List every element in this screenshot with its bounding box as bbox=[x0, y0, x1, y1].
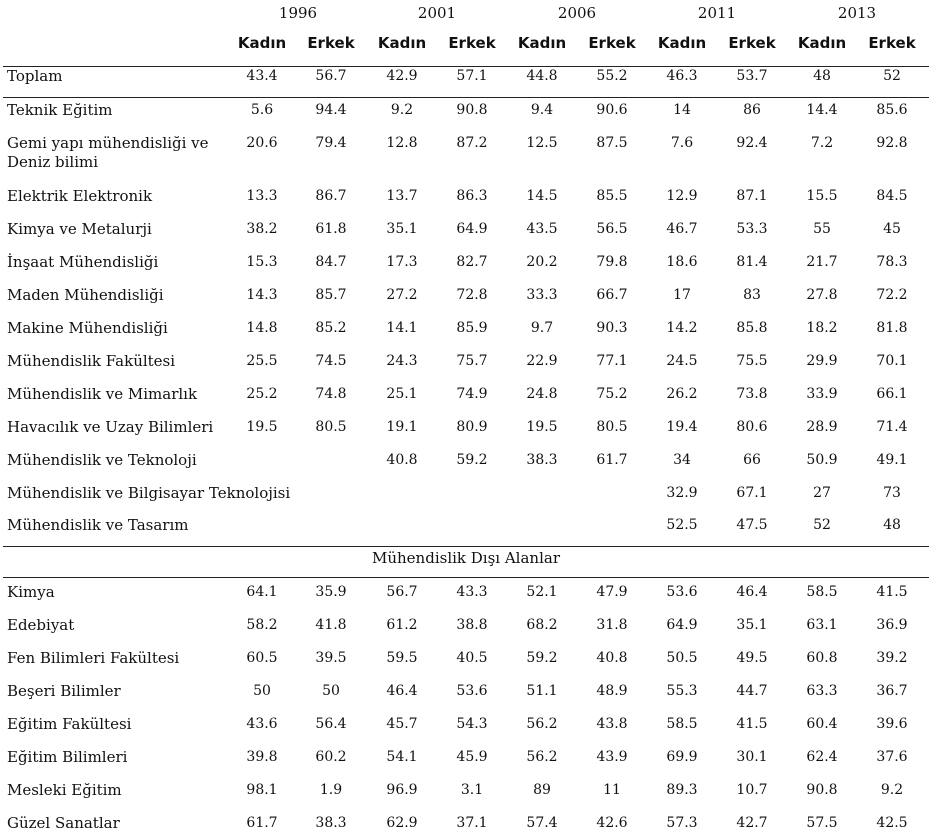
eng-row-11-male-2006: 61.7 bbox=[596, 452, 628, 468]
eng-row-12-male-2013: 73 bbox=[883, 485, 901, 501]
other-row-4-female-2001: 45.7 bbox=[386, 716, 418, 732]
other-row-5-male-1996: 60.2 bbox=[315, 749, 347, 765]
eng-row-5-label: İnşaat Mühendisliği bbox=[7, 253, 159, 271]
female-header-1996: Kadın bbox=[237, 34, 287, 52]
other-row-3-female-2001: 46.4 bbox=[386, 683, 418, 699]
eng-row-0-female-1996: 43.4 bbox=[246, 68, 278, 84]
other-row-5-female-1996: 39.8 bbox=[246, 749, 278, 765]
eng-row-2-male-2011: 92.4 bbox=[736, 135, 768, 151]
eng-row-1-female-2001: 9.2 bbox=[390, 102, 414, 118]
eng-row-0-label: Toplam bbox=[7, 67, 63, 85]
other-row-7-male-1996: 38.3 bbox=[315, 815, 347, 831]
other-row-5-male-2006: 43.9 bbox=[596, 749, 628, 765]
other-row-3-label: Beşeri Bilimler bbox=[7, 682, 121, 700]
male-header-2001: Erkek bbox=[448, 34, 496, 52]
eng-row-6-male-2013: 72.2 bbox=[876, 287, 908, 303]
other-row-2-male-2013: 39.2 bbox=[876, 650, 908, 666]
year-header-2006: 2006 bbox=[557, 4, 597, 22]
eng-row-7-male-2011: 85.8 bbox=[736, 320, 768, 336]
other-row-4-label: Eğitim Fakültesi bbox=[7, 715, 132, 733]
eng-row-10-female-2011: 19.4 bbox=[666, 419, 698, 435]
eng-row-6-female-2013: 27.8 bbox=[806, 287, 838, 303]
eng-row-5-female-2013: 21.7 bbox=[806, 254, 838, 270]
eng-row-3-female-2013: 15.5 bbox=[806, 188, 838, 204]
other-row-6-label: Mesleki Eğitim bbox=[7, 781, 122, 799]
eng-row-3-male-2011: 87.1 bbox=[736, 188, 768, 204]
other-row-5-male-2011: 30.1 bbox=[736, 749, 768, 765]
eng-row-3-male-1996: 86.7 bbox=[315, 188, 347, 204]
eng-row-6-male-2001: 72.8 bbox=[456, 287, 488, 303]
other-row-4-male-1996: 56.4 bbox=[315, 716, 347, 732]
other-row-7-male-2006: 42.6 bbox=[596, 815, 628, 831]
eng-row-7-female-2006: 9.7 bbox=[530, 320, 554, 336]
other-row-3-female-2006: 51.1 bbox=[526, 683, 558, 699]
other-row-5-male-2001: 45.9 bbox=[456, 749, 488, 765]
eng-row-1-label: Teknik Eğitim bbox=[7, 101, 113, 119]
other-row-7-female-1996: 61.7 bbox=[246, 815, 278, 831]
eng-row-9-male-2013: 66.1 bbox=[876, 386, 908, 402]
eng-row-2-male-2006: 87.5 bbox=[596, 135, 628, 151]
other-row-4-male-2006: 43.8 bbox=[596, 716, 628, 732]
other-row-5-male-2013: 37.6 bbox=[876, 749, 908, 765]
year-header-1996: 1996 bbox=[278, 4, 318, 22]
eng-row-11-male-2001: 59.2 bbox=[456, 452, 488, 468]
eng-row-3-female-2011: 12.9 bbox=[666, 188, 698, 204]
other-row-0-male-2013: 41.5 bbox=[876, 584, 908, 600]
eng-row-7-male-2001: 85.9 bbox=[456, 320, 488, 336]
other-row-7-female-2001: 62.9 bbox=[386, 815, 418, 831]
female-header-2006: Kadın bbox=[517, 34, 567, 52]
male-header-2013: Erkek bbox=[868, 34, 916, 52]
eng-row-1-female-2006: 9.4 bbox=[530, 102, 554, 118]
other-row-0-male-1996: 35.9 bbox=[315, 584, 347, 600]
other-row-1-female-2001: 61.2 bbox=[386, 617, 418, 633]
eng-row-10-label: Havacılık ve Uzay Bilimleri bbox=[7, 418, 214, 436]
eng-row-1-female-2011: 14 bbox=[673, 102, 691, 118]
eng-row-0-male-2006: 55.2 bbox=[596, 68, 628, 84]
eng-row-1-male-2011: 86 bbox=[743, 102, 761, 118]
other-row-4-male-2013: 39.6 bbox=[876, 716, 908, 732]
other-row-2-female-2006: 59.2 bbox=[526, 650, 558, 666]
eng-row-9-female-2006: 24.8 bbox=[526, 386, 558, 402]
other-row-5-female-2001: 54.1 bbox=[386, 749, 418, 765]
eng-row-8-male-2013: 70.1 bbox=[876, 353, 908, 369]
other-row-3-female-2013: 63.3 bbox=[806, 683, 838, 699]
other-row-0-female-2013: 58.5 bbox=[806, 584, 838, 600]
eng-row-5-male-2013: 78.3 bbox=[876, 254, 908, 270]
other-row-0-male-2011: 46.4 bbox=[736, 584, 768, 600]
eng-row-10-male-2011: 80.6 bbox=[736, 419, 768, 435]
eng-row-3-male-2013: 84.5 bbox=[876, 188, 908, 204]
other-row-6-female-2001: 96.9 bbox=[386, 782, 418, 798]
other-row-6-female-2013: 90.8 bbox=[806, 782, 838, 798]
year-header-2001: 2001 bbox=[417, 4, 457, 22]
eng-row-11-female-2006: 38.3 bbox=[526, 452, 558, 468]
other-row-7-label: Güzel Sanatlar bbox=[7, 814, 120, 832]
eng-row-10-male-2013: 71.4 bbox=[876, 419, 908, 435]
eng-row-4-female-2001: 35.1 bbox=[386, 221, 418, 237]
eng-row-4-female-1996: 38.2 bbox=[246, 221, 278, 237]
other-row-6-female-1996: 98.1 bbox=[246, 782, 278, 798]
eng-row-7-female-2013: 18.2 bbox=[806, 320, 838, 336]
eng-row-12-female-2011: 32.9 bbox=[666, 485, 698, 501]
other-row-7-male-2013: 42.5 bbox=[876, 815, 908, 831]
eng-row-6-label: Maden Mühendisliği bbox=[7, 286, 164, 304]
other-row-1-male-2013: 36.9 bbox=[876, 617, 908, 633]
eng-row-8-female-2011: 24.5 bbox=[666, 353, 698, 369]
eng-row-3-male-2001: 86.3 bbox=[456, 188, 488, 204]
eng-row-7-male-2006: 90.3 bbox=[596, 320, 628, 336]
other-row-6-male-2001: 3.1 bbox=[460, 782, 484, 798]
other-row-0-male-2006: 47.9 bbox=[596, 584, 628, 600]
eng-row-12-label: Mühendislik ve Bilgisayar Teknolojisi bbox=[7, 484, 291, 502]
eng-row-8-female-2001: 24.3 bbox=[386, 353, 418, 369]
eng-row-13-female-2011: 52.5 bbox=[666, 517, 698, 533]
eng-row-4-male-2006: 56.5 bbox=[596, 221, 628, 237]
other-row-6-female-2011: 89.3 bbox=[666, 782, 698, 798]
eng-row-11-label: Mühendislik ve Teknoloji bbox=[7, 451, 197, 469]
eng-row-2-male-2013: 92.8 bbox=[876, 135, 908, 151]
eng-row-4-male-2013: 45 bbox=[883, 221, 901, 237]
other-row-7-female-2011: 57.3 bbox=[666, 815, 698, 831]
eng-row-3-female-2006: 14.5 bbox=[526, 188, 558, 204]
eng-row-8-male-2006: 77.1 bbox=[596, 353, 628, 369]
other-row-0-female-2011: 53.6 bbox=[666, 584, 698, 600]
eng-row-4-label: Kimya ve Metalurji bbox=[7, 220, 152, 238]
eng-row-8-male-1996: 74.5 bbox=[315, 353, 347, 369]
other-row-6-male-2011: 10.7 bbox=[736, 782, 768, 798]
other-row-0-female-2001: 56.7 bbox=[386, 584, 418, 600]
other-row-2-male-1996: 39.5 bbox=[315, 650, 347, 666]
male-header-1996: Erkek bbox=[307, 34, 355, 52]
other-row-1-female-2011: 64.9 bbox=[666, 617, 698, 633]
other-row-1-female-1996: 58.2 bbox=[246, 617, 278, 633]
eng-row-0-female-2011: 46.3 bbox=[666, 68, 698, 84]
eng-row-1-female-2013: 14.4 bbox=[806, 102, 838, 118]
eng-row-2-female-2001: 12.8 bbox=[386, 135, 418, 151]
other-row-2-female-2013: 60.8 bbox=[806, 650, 838, 666]
total-separator-rule bbox=[3, 97, 929, 98]
eng-row-10-male-2001: 80.9 bbox=[456, 419, 488, 435]
other-row-0-male-2001: 43.3 bbox=[456, 584, 488, 600]
eng-row-9-female-1996: 25.2 bbox=[246, 386, 278, 402]
section-bottom-rule bbox=[3, 577, 929, 578]
eng-row-6-female-2006: 33.3 bbox=[526, 287, 558, 303]
male-header-2006: Erkek bbox=[588, 34, 636, 52]
eng-row-3-female-1996: 13.3 bbox=[246, 188, 278, 204]
other-row-1-male-1996: 41.8 bbox=[315, 617, 347, 633]
other-row-6-male-2013: 9.2 bbox=[880, 782, 904, 798]
eng-row-11-female-2001: 40.8 bbox=[386, 452, 418, 468]
eng-row-13-female-2013: 52 bbox=[813, 517, 831, 533]
other-row-4-female-2006: 56.2 bbox=[526, 716, 558, 732]
eng-row-10-female-1996: 19.5 bbox=[246, 419, 278, 435]
eng-row-4-male-1996: 61.8 bbox=[315, 221, 347, 237]
eng-row-2-female-1996: 20.6 bbox=[246, 135, 278, 151]
eng-row-1-female-1996: 5.6 bbox=[250, 102, 274, 118]
other-row-7-male-2001: 37.1 bbox=[456, 815, 488, 831]
eng-row-13-label: Mühendislik ve Tasarım bbox=[7, 516, 189, 534]
male-header-2011: Erkek bbox=[728, 34, 776, 52]
eng-row-9-female-2013: 33.9 bbox=[806, 386, 838, 402]
eng-row-8-male-2011: 75.5 bbox=[736, 353, 768, 369]
eng-row-2-female-2011: 7.6 bbox=[670, 135, 694, 151]
eng-row-5-male-1996: 84.7 bbox=[315, 254, 347, 270]
eng-row-10-female-2001: 19.1 bbox=[386, 419, 418, 435]
eng-row-4-male-2001: 64.9 bbox=[456, 221, 488, 237]
other-row-1-male-2011: 35.1 bbox=[736, 617, 768, 633]
eng-row-1-male-1996: 94.4 bbox=[315, 102, 347, 118]
eng-row-5-male-2006: 79.8 bbox=[596, 254, 628, 270]
other-row-2-female-1996: 60.5 bbox=[246, 650, 278, 666]
eng-row-3-label: Elektrik Elektronik bbox=[7, 187, 153, 205]
other-row-6-female-2006: 89 bbox=[533, 782, 551, 798]
other-row-3-male-1996: 50 bbox=[322, 683, 340, 699]
section-title-non-engineering: Mühendislik Dışı Alanlar bbox=[372, 549, 560, 567]
other-row-3-male-2001: 53.6 bbox=[456, 683, 488, 699]
eng-row-9-male-1996: 74.8 bbox=[315, 386, 347, 402]
other-row-2-male-2001: 40.5 bbox=[456, 650, 488, 666]
other-row-2-male-2006: 40.8 bbox=[596, 650, 628, 666]
eng-row-8-female-1996: 25.5 bbox=[246, 353, 278, 369]
eng-row-5-female-1996: 15.3 bbox=[246, 254, 278, 270]
other-row-5-female-2006: 56.2 bbox=[526, 749, 558, 765]
other-row-5-female-2013: 62.4 bbox=[806, 749, 838, 765]
other-row-7-female-2006: 57.4 bbox=[526, 815, 558, 831]
eng-row-8-male-2001: 75.7 bbox=[456, 353, 488, 369]
eng-row-5-male-2011: 81.4 bbox=[736, 254, 768, 270]
other-row-2-female-2011: 50.5 bbox=[666, 650, 698, 666]
eng-row-7-male-2013: 81.8 bbox=[876, 320, 908, 336]
eng-row-9-female-2001: 25.1 bbox=[386, 386, 418, 402]
other-row-3-female-1996: 50 bbox=[253, 683, 271, 699]
other-row-0-female-1996: 64.1 bbox=[246, 584, 278, 600]
section-top-rule bbox=[3, 546, 929, 547]
eng-row-9-female-2011: 26.2 bbox=[666, 386, 698, 402]
eng-row-10-male-1996: 80.5 bbox=[315, 419, 347, 435]
eng-row-9-male-2011: 73.8 bbox=[736, 386, 768, 402]
eng-row-5-female-2006: 20.2 bbox=[526, 254, 558, 270]
other-row-1-female-2006: 68.2 bbox=[526, 617, 558, 633]
eng-row-13-male-2011: 47.5 bbox=[736, 517, 768, 533]
eng-row-4-male-2011: 53.3 bbox=[736, 221, 768, 237]
eng-row-0-female-2013: 48 bbox=[813, 68, 831, 84]
other-row-1-male-2006: 31.8 bbox=[596, 617, 628, 633]
other-row-2-female-2001: 59.5 bbox=[386, 650, 418, 666]
other-row-1-male-2001: 38.8 bbox=[456, 617, 488, 633]
other-row-6-male-1996: 1.9 bbox=[319, 782, 343, 798]
eng-row-7-female-1996: 14.8 bbox=[246, 320, 278, 336]
eng-row-4-female-2006: 43.5 bbox=[526, 221, 558, 237]
eng-row-7-female-2001: 14.1 bbox=[386, 320, 418, 336]
other-row-4-male-2001: 54.3 bbox=[456, 716, 488, 732]
eng-row-2-female-2013: 7.2 bbox=[810, 135, 834, 151]
other-row-7-female-2013: 57.5 bbox=[806, 815, 838, 831]
eng-row-6-male-2011: 83 bbox=[743, 287, 761, 303]
eng-row-3-female-2001: 13.7 bbox=[386, 188, 418, 204]
eng-row-2-female-2006: 12.5 bbox=[526, 135, 558, 151]
eng-row-1-male-2001: 90.8 bbox=[456, 102, 488, 118]
eng-row-11-male-2011: 66 bbox=[743, 452, 761, 468]
eng-row-2-male-1996: 79.4 bbox=[315, 135, 347, 151]
eng-row-7-female-2011: 14.2 bbox=[666, 320, 698, 336]
eng-row-6-female-2011: 17 bbox=[673, 287, 691, 303]
other-row-4-female-2013: 60.4 bbox=[806, 716, 838, 732]
eng-row-1-male-2013: 85.6 bbox=[876, 102, 908, 118]
eng-row-13-male-2013: 48 bbox=[883, 517, 901, 533]
eng-row-6-male-1996: 85.7 bbox=[315, 287, 347, 303]
eng-row-4-female-2011: 46.7 bbox=[666, 221, 698, 237]
other-row-0-label: Kimya bbox=[7, 583, 55, 601]
eng-row-4-female-2013: 55 bbox=[813, 221, 831, 237]
eng-row-5-female-2001: 17.3 bbox=[386, 254, 418, 270]
eng-row-9-male-2001: 74.9 bbox=[456, 386, 488, 402]
eng-row-0-female-2001: 42.9 bbox=[386, 68, 418, 84]
other-row-5-female-2011: 69.9 bbox=[666, 749, 698, 765]
other-row-3-male-2011: 44.7 bbox=[736, 683, 768, 699]
other-row-6-male-2006: 11 bbox=[603, 782, 621, 798]
eng-row-11-male-2013: 49.1 bbox=[876, 452, 908, 468]
eng-row-3-male-2006: 85.5 bbox=[596, 188, 628, 204]
eng-row-9-label: Mühendislik ve Mimarlık bbox=[7, 385, 198, 403]
other-row-5-label: Eğitim Bilimleri bbox=[7, 748, 128, 766]
other-row-2-label: Fen Bilimleri Fakültesi bbox=[7, 649, 180, 667]
eng-row-0-male-1996: 56.7 bbox=[315, 68, 347, 84]
eng-row-5-female-2011: 18.6 bbox=[666, 254, 698, 270]
eng-row-9-male-2006: 75.2 bbox=[596, 386, 628, 402]
other-row-3-male-2006: 48.9 bbox=[596, 683, 628, 699]
eng-row-6-male-2006: 66.7 bbox=[596, 287, 628, 303]
eng-row-6-female-1996: 14.3 bbox=[246, 287, 278, 303]
year-header-2011: 2011 bbox=[697, 4, 737, 22]
female-header-2011: Kadın bbox=[657, 34, 707, 52]
eng-row-11-female-2011: 34 bbox=[673, 452, 691, 468]
eng-row-12-female-2013: 27 bbox=[813, 485, 831, 501]
eng-row-10-female-2006: 19.5 bbox=[526, 419, 558, 435]
other-row-1-label: Edebiyat bbox=[7, 616, 75, 634]
other-row-7-male-2011: 42.7 bbox=[736, 815, 768, 831]
eng-row-11-female-2013: 50.9 bbox=[806, 452, 838, 468]
eng-row-10-male-2006: 80.5 bbox=[596, 419, 628, 435]
eng-row-10-female-2013: 28.9 bbox=[806, 419, 838, 435]
eng-row-0-male-2011: 53.7 bbox=[736, 68, 768, 84]
other-row-0-female-2006: 52.1 bbox=[526, 584, 558, 600]
other-row-4-female-1996: 43.6 bbox=[246, 716, 278, 732]
eng-row-8-female-2006: 22.9 bbox=[526, 353, 558, 369]
eng-row-8-label: Mühendislik Fakültesi bbox=[7, 352, 176, 370]
other-row-3-female-2011: 55.3 bbox=[666, 683, 698, 699]
eng-row-2-male-2001: 87.2 bbox=[456, 135, 488, 151]
eng-row-7-male-1996: 85.2 bbox=[315, 320, 347, 336]
other-row-2-male-2011: 49.5 bbox=[736, 650, 768, 666]
eng-row-7-label: Makine Mühendisliği bbox=[7, 319, 168, 337]
eng-row-8-female-2013: 29.9 bbox=[806, 353, 838, 369]
eng-row-2-label: Gemi yapı mühendisliği ve Deniz bilimi bbox=[7, 134, 209, 171]
female-header-2013: Kadın bbox=[797, 34, 847, 52]
other-row-4-male-2011: 41.5 bbox=[736, 716, 768, 732]
eng-row-5-male-2001: 82.7 bbox=[456, 254, 488, 270]
eng-row-0-female-2006: 44.8 bbox=[526, 68, 558, 84]
eng-row-0-male-2013: 52 bbox=[883, 68, 901, 84]
other-row-4-female-2011: 58.5 bbox=[666, 716, 698, 732]
other-row-3-male-2013: 36.7 bbox=[876, 683, 908, 699]
year-header-2013: 2013 bbox=[837, 4, 877, 22]
eng-row-1-male-2006: 90.6 bbox=[596, 102, 628, 118]
eng-row-6-female-2001: 27.2 bbox=[386, 287, 418, 303]
female-header-2001: Kadın bbox=[377, 34, 427, 52]
eng-row-12-male-2011: 67.1 bbox=[736, 485, 768, 501]
other-row-1-female-2013: 63.1 bbox=[806, 617, 838, 633]
eng-row-0-male-2001: 57.1 bbox=[456, 68, 488, 84]
